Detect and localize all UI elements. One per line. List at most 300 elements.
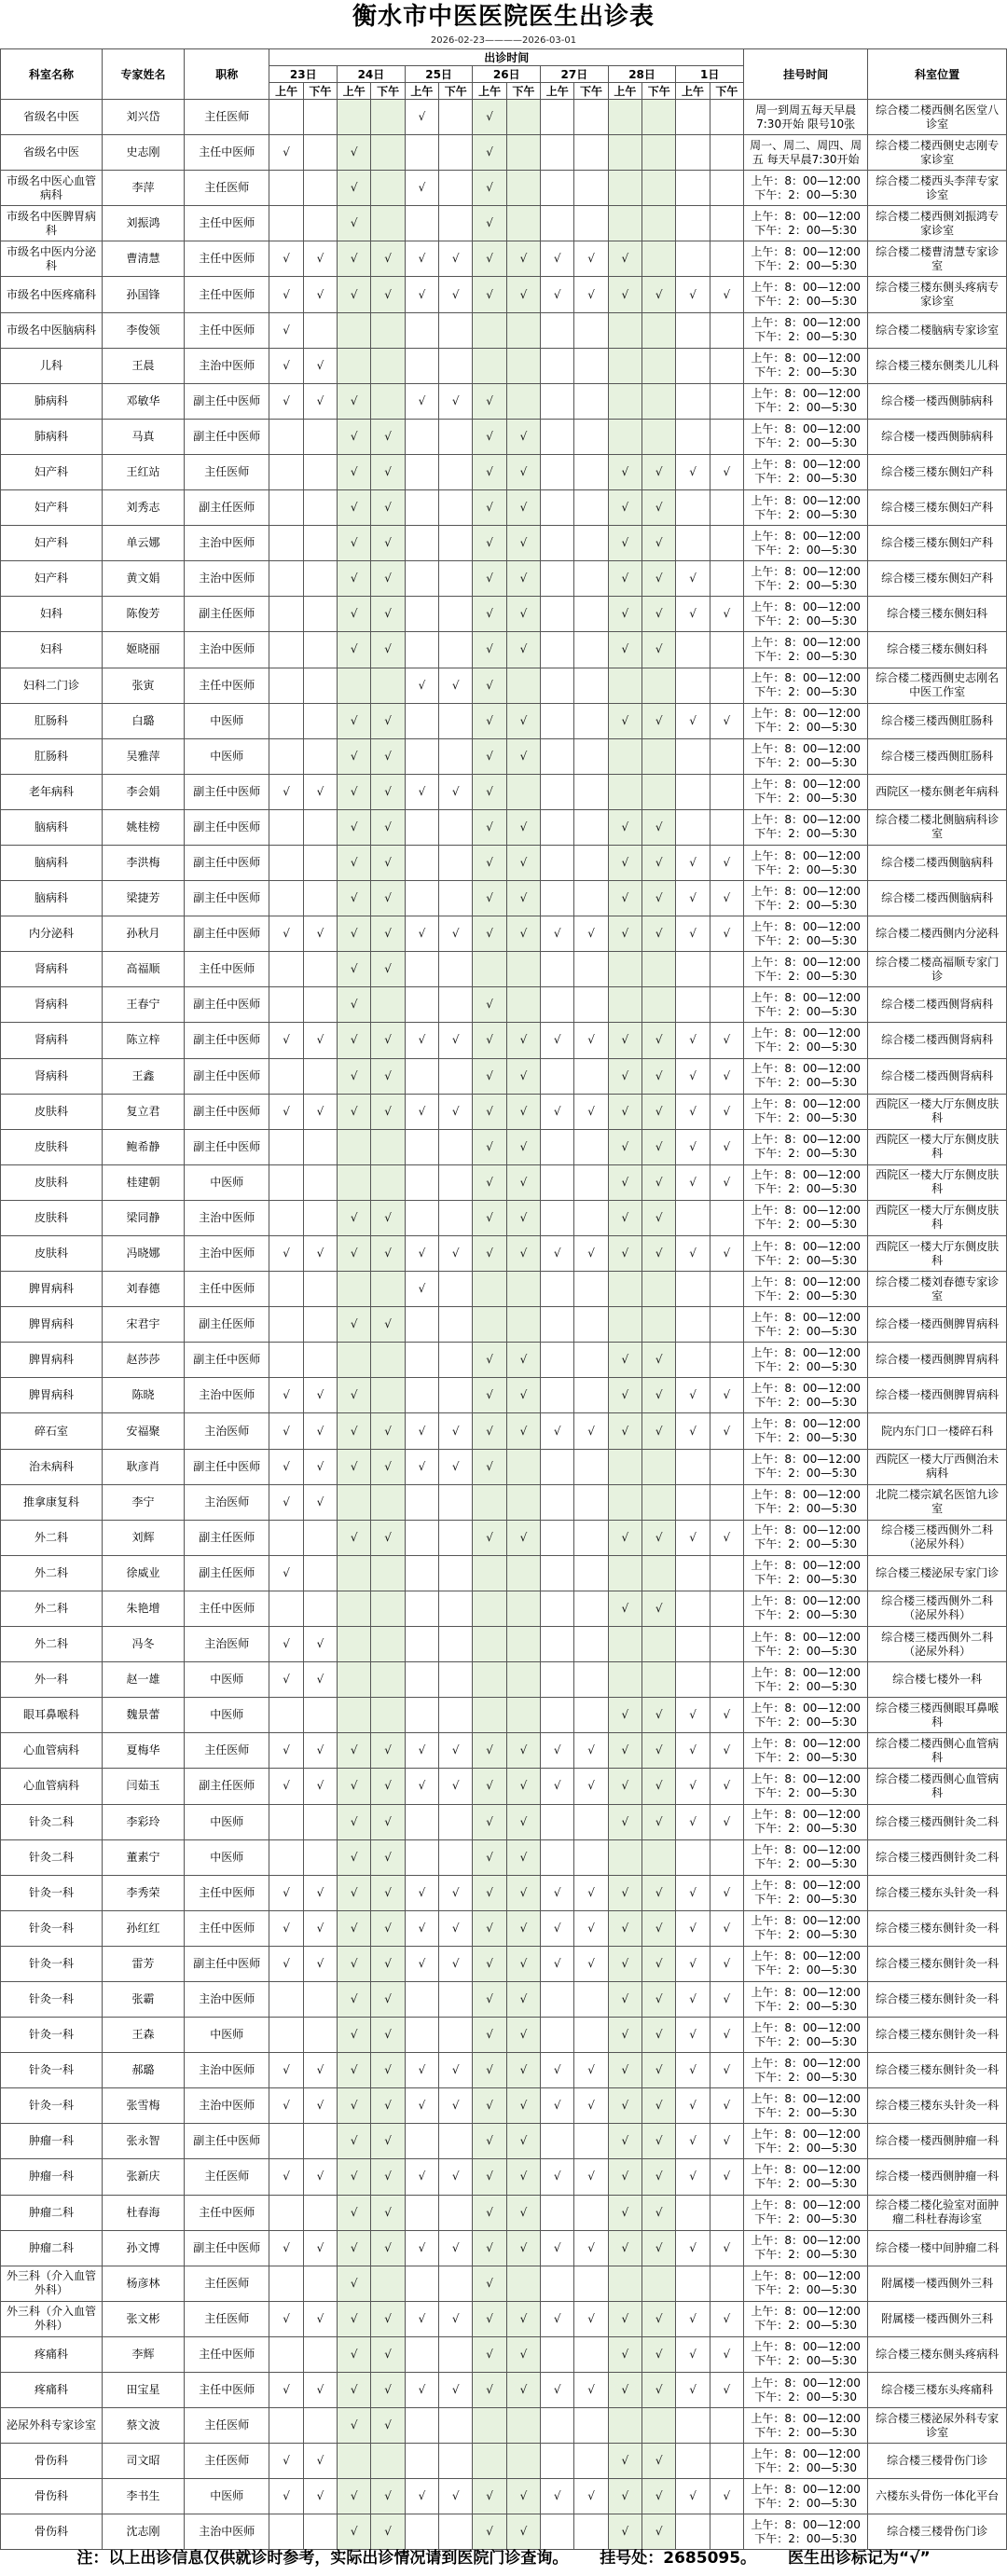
cell-register: 上午：8：00—12:00 下午：2：00—5:30 — [744, 1520, 868, 1555]
cell-slot — [405, 348, 438, 383]
cell-slot — [541, 383, 574, 419]
cell-slot — [676, 383, 710, 419]
cell-doctor: 孙秋月 — [102, 916, 184, 952]
cell-slot — [371, 171, 405, 206]
table-row — [1, 1981, 1007, 2017]
cell-location: 综合楼一楼西侧肿瘤一科 — [868, 2124, 1007, 2159]
cell-slot — [541, 1839, 574, 1875]
cell-slot: √ — [269, 241, 303, 277]
cell-slot — [710, 312, 743, 348]
cell-slot: √ — [439, 916, 473, 952]
cell-slot: √ — [269, 348, 303, 383]
cell-slot — [574, 1058, 608, 1094]
cell-slot: √ — [676, 1023, 710, 1058]
cell-slot: √ — [608, 1129, 641, 1164]
cell-slot — [439, 1307, 473, 1343]
cell-location: 综合楼二楼西头李萍专家诊室 — [868, 171, 1007, 206]
cell-location: 综合楼二楼西侧心血管病科 — [868, 1769, 1007, 1804]
cell-slot: √ — [676, 1378, 710, 1413]
cell-doctor: 陈立梓 — [102, 1023, 184, 1058]
cell-slot: √ — [676, 2124, 710, 2159]
cell-slot: √ — [303, 1023, 337, 1058]
cell-slot — [574, 1981, 608, 2017]
cell-slot: √ — [473, 2088, 506, 2124]
cell-location: 综合楼三楼西侧针灸二科 — [868, 1804, 1007, 1839]
table-row — [1, 2336, 1007, 2372]
cell-dept: 肺病科 — [1, 419, 103, 454]
cell-doctor: 复立君 — [102, 1094, 184, 1129]
cell-slot: √ — [710, 703, 743, 738]
cell-slot: √ — [676, 845, 710, 880]
footer-mark-note: 医生出诊标记为“√” — [787, 2549, 931, 2568]
cell-slot — [676, 774, 710, 809]
cell-slot: √ — [371, 916, 405, 952]
cell-slot — [371, 2266, 405, 2301]
cell-slot: √ — [338, 171, 371, 206]
cell-slot: √ — [405, 1413, 438, 1449]
cell-slot — [371, 1698, 405, 1733]
cell-slot: √ — [371, 1733, 405, 1769]
cell-slot — [405, 526, 438, 561]
cell-slot: √ — [676, 2018, 710, 2053]
cell-register: 上午：8：00—12:00 下午：2：00—5:30 — [744, 2479, 868, 2514]
cell-slot: √ — [676, 1804, 710, 1839]
cell-slot: √ — [642, 916, 676, 952]
cell-location: 综合楼二楼西侧刘振鸿专家诊室 — [868, 206, 1007, 241]
cell-slot: √ — [608, 2444, 641, 2479]
cell-slot — [608, 1272, 641, 1307]
header-doctor: 专家姓名 — [102, 49, 184, 100]
cell-doctor: 李俊领 — [102, 312, 184, 348]
cell-slot: √ — [710, 1981, 743, 2017]
cell-slot — [269, 206, 303, 241]
cell-slot: √ — [608, 881, 641, 916]
cell-title: 主任医师 — [185, 100, 269, 135]
cell-dept: 骨伤科 — [1, 2444, 103, 2479]
cell-title: 主任医师 — [185, 2159, 269, 2195]
cell-location: 综合楼三楼西侧外二科（泌尿外科） — [868, 1591, 1007, 1626]
cell-slot: √ — [541, 2301, 574, 2336]
cell-register: 上午：8：00—12:00 下午：2：00—5:30 — [744, 1804, 868, 1839]
cell-slot — [439, 1200, 473, 1235]
cell-slot: √ — [338, 1236, 371, 1272]
cell-dept: 脾胃病科 — [1, 1272, 103, 1307]
cell-slot: √ — [608, 1804, 641, 1839]
cell-slot — [371, 312, 405, 348]
cell-slot — [405, 2408, 438, 2444]
cell-slot — [405, 1307, 438, 1343]
cell-slot — [269, 1200, 303, 1235]
cell-title: 主任医师 — [185, 2266, 269, 2301]
cell-slot — [608, 1449, 641, 1484]
cell-slot: √ — [608, 1236, 641, 1272]
cell-slot — [269, 419, 303, 454]
cell-title: 副主任中医师 — [185, 1449, 269, 1484]
cell-slot — [676, 171, 710, 206]
cell-slot: √ — [642, 490, 676, 526]
cell-slot — [405, 881, 438, 916]
cell-slot: √ — [541, 277, 574, 312]
cell-slot: √ — [608, 1946, 641, 1981]
cell-register: 周一到周五每天早晨7:30开始 限号10张 — [744, 100, 868, 135]
cell-doctor: 李萍 — [102, 171, 184, 206]
cell-doctor: 冯冬 — [102, 1627, 184, 1662]
cell-slot: √ — [269, 1413, 303, 1449]
cell-slot: √ — [439, 1094, 473, 1129]
cell-slot — [473, 1627, 506, 1662]
cell-register: 上午：8：00—12:00 下午：2：00—5:30 — [744, 1662, 868, 1698]
cell-slot: √ — [506, 1343, 540, 1378]
cell-doctor: 魏景蕾 — [102, 1698, 184, 1733]
table-row — [1, 1627, 1007, 1662]
cell-slot: √ — [506, 881, 540, 916]
table-row — [1, 1839, 1007, 1875]
cell-doctor: 黄文娟 — [102, 561, 184, 597]
cell-slot: √ — [574, 1023, 608, 1058]
cell-title: 主任中医师 — [185, 2336, 269, 2372]
cell-title: 副主任医师 — [185, 597, 269, 632]
cell-slot: √ — [371, 241, 405, 277]
cell-location: 综合楼三楼西侧眼耳鼻喉科 — [868, 1698, 1007, 1733]
cell-slot — [676, 2444, 710, 2479]
cell-slot: √ — [506, 703, 540, 738]
cell-slot: √ — [338, 1769, 371, 1804]
cell-slot: √ — [608, 1200, 641, 1235]
cell-slot — [269, 1698, 303, 1733]
table-row — [1, 987, 1007, 1023]
cell-slot: √ — [338, 881, 371, 916]
cell-slot — [338, 668, 371, 703]
cell-register: 上午：8：00—12:00 下午：2：00—5:30 — [744, 632, 868, 668]
cell-slot: √ — [642, 1698, 676, 1733]
cell-slot — [405, 2124, 438, 2159]
cell-slot — [574, 703, 608, 738]
cell-title: 主任中医师 — [185, 1272, 269, 1307]
cell-location: 综合楼三楼泌尿专家门诊 — [868, 1555, 1007, 1591]
cell-slot — [439, 1129, 473, 1164]
cell-slot — [303, 845, 337, 880]
cell-slot — [439, 1555, 473, 1591]
cell-slot — [574, 1555, 608, 1591]
cell-slot: √ — [405, 1769, 438, 1804]
cell-slot — [269, 1839, 303, 1875]
cell-slot — [473, 1662, 506, 1698]
cell-dept: 外三科（介入血管外科） — [1, 2266, 103, 2301]
cell-doctor: 闫茹玉 — [102, 1769, 184, 1804]
cell-slot: √ — [608, 490, 641, 526]
cell-slot: √ — [371, 2018, 405, 2053]
cell-title: 副主任中医师 — [185, 809, 269, 845]
cell-slot — [676, 1839, 710, 1875]
cell-location: 综合楼一楼中间肿瘤二科 — [868, 2230, 1007, 2266]
cell-slot — [574, 490, 608, 526]
cell-location: 综合楼三楼西侧外二科（泌尿外科） — [868, 1520, 1007, 1555]
cell-slot: √ — [574, 1236, 608, 1272]
cell-title: 主任中医师 — [185, 668, 269, 703]
cell-slot — [303, 1591, 337, 1626]
cell-slot: √ — [506, 738, 540, 774]
cell-slot: √ — [303, 1733, 337, 1769]
cell-location: 综合楼三楼东侧针灸一科 — [868, 1981, 1007, 2017]
cell-dept: 肾病科 — [1, 1023, 103, 1058]
cell-slot: √ — [371, 2053, 405, 2088]
cell-slot — [574, 348, 608, 383]
cell-slot: √ — [473, 668, 506, 703]
cell-slot: √ — [608, 1413, 641, 1449]
cell-slot: √ — [574, 2159, 608, 2195]
cell-slot — [541, 1981, 574, 2017]
cell-register: 上午：8：00—12:00 下午：2：00—5:30 — [744, 2053, 868, 2088]
cell-slot: √ — [371, 2124, 405, 2159]
cell-slot — [676, 1591, 710, 1626]
cell-slot — [371, 383, 405, 419]
table-row — [1, 454, 1007, 489]
cell-doctor: 姬晓丽 — [102, 632, 184, 668]
cell-dept: 老年病科 — [1, 774, 103, 809]
table-row — [1, 597, 1007, 632]
cell-location: 综合楼三楼骨伤门诊 — [868, 2514, 1007, 2550]
cell-slot: √ — [710, 845, 743, 880]
cell-doctor: 史志刚 — [102, 135, 184, 171]
cell-slot — [710, 1591, 743, 1626]
cell-slot — [541, 2444, 574, 2479]
cell-slot: √ — [439, 2088, 473, 2124]
cell-slot: √ — [269, 383, 303, 419]
cell-slot: √ — [608, 1875, 641, 1910]
cell-slot: √ — [676, 597, 710, 632]
cell-slot: √ — [574, 1875, 608, 1910]
cell-slot — [405, 1839, 438, 1875]
cell-slot: √ — [405, 2053, 438, 2088]
cell-slot: √ — [506, 2088, 540, 2124]
cell-title: 中医师 — [185, 703, 269, 738]
cell-slot: √ — [608, 2018, 641, 2053]
cell-slot: √ — [676, 1946, 710, 1981]
cell-register: 上午：8：00—12:00 下午：2：00—5:30 — [744, 171, 868, 206]
cell-location: 综合楼七楼外一科 — [868, 1662, 1007, 1698]
cell-slot: √ — [473, 490, 506, 526]
cell-slot — [574, 383, 608, 419]
header-dept: 科室名称 — [1, 49, 103, 100]
cell-dept: 外二科 — [1, 1627, 103, 1662]
cell-register: 上午：8：00—12:00 下午：2：00—5:30 — [744, 1839, 868, 1875]
cell-slot: √ — [608, 2124, 641, 2159]
cell-title: 主治中医师 — [185, 1378, 269, 1413]
cell-slot — [574, 1164, 608, 1200]
cell-slot — [541, 135, 574, 171]
cell-slot — [269, 1058, 303, 1094]
cell-slot: √ — [574, 241, 608, 277]
cell-doctor: 高福顺 — [102, 952, 184, 987]
header-day: 23日 — [269, 66, 338, 83]
cell-slot — [269, 2266, 303, 2301]
cell-doctor: 王晨 — [102, 348, 184, 383]
cell-slot: √ — [405, 774, 438, 809]
cell-slot — [269, 100, 303, 135]
cell-doctor: 张新庆 — [102, 2159, 184, 2195]
cell-slot: √ — [642, 1129, 676, 1164]
cell-register: 上午：8：00—12:00 下午：2：00—5:30 — [744, 490, 868, 526]
cell-location: 北院二楼宗斌名医馆九诊室 — [868, 1484, 1007, 1520]
cell-slot — [439, 809, 473, 845]
cell-slot: √ — [506, 1733, 540, 1769]
cell-slot — [608, 383, 641, 419]
table-row — [1, 1769, 1007, 1804]
cell-slot — [303, 2018, 337, 2053]
cell-doctor: 李秀荣 — [102, 1875, 184, 1910]
cell-slot: √ — [642, 277, 676, 312]
cell-slot: √ — [608, 1094, 641, 1129]
cell-slot — [371, 1343, 405, 1378]
cell-slot — [676, 1662, 710, 1698]
cell-slot: √ — [608, 2195, 641, 2230]
cell-slot: √ — [608, 1591, 641, 1626]
cell-location: 综合楼二楼西侧史志刚名中医工作室 — [868, 668, 1007, 703]
cell-dept: 儿科 — [1, 348, 103, 383]
cell-doctor: 桂建朝 — [102, 1164, 184, 1200]
header-pm: 下午 — [506, 83, 540, 100]
cell-location: 综合楼三楼东头针灸一科 — [868, 1875, 1007, 1910]
cell-title: 主治中医师 — [185, 2514, 269, 2550]
cell-slot — [574, 738, 608, 774]
cell-location: 综合楼三楼西侧外二科（泌尿外科） — [868, 1627, 1007, 1662]
cell-slot: √ — [710, 2088, 743, 2124]
cell-dept: 针灸一科 — [1, 2018, 103, 2053]
table-row — [1, 2408, 1007, 2444]
cell-location: 综合楼一楼西侧肺病科 — [868, 419, 1007, 454]
cell-slot: √ — [269, 1449, 303, 1484]
cell-slot — [439, 348, 473, 383]
cell-slot: √ — [439, 1023, 473, 1058]
cell-slot: √ — [676, 1981, 710, 2017]
cell-dept: 针灸二科 — [1, 1804, 103, 1839]
table-row — [1, 1023, 1007, 1058]
cell-location: 综合楼二楼西侧内分泌科 — [868, 916, 1007, 952]
cell-slot — [676, 1627, 710, 1662]
cell-slot: √ — [405, 1236, 438, 1272]
cell-doctor: 张文彬 — [102, 2301, 184, 2336]
cell-slot: √ — [371, 1839, 405, 1875]
cell-doctor: 孙国锋 — [102, 277, 184, 312]
cell-title: 中医师 — [185, 738, 269, 774]
cell-slot: √ — [642, 2088, 676, 2124]
cell-register: 上午：8：00—12:00 下午：2：00—5:30 — [744, 2444, 868, 2479]
cell-slot: √ — [642, 2018, 676, 2053]
cell-slot — [405, 1627, 438, 1662]
cell-slot — [269, 809, 303, 845]
cell-slot — [439, 561, 473, 597]
table-row — [1, 526, 1007, 561]
cell-slot — [710, 1200, 743, 1235]
cell-slot: √ — [506, 490, 540, 526]
cell-slot: √ — [371, 632, 405, 668]
cell-slot — [269, 2408, 303, 2444]
cell-slot — [405, 2266, 438, 2301]
cell-slot — [405, 1484, 438, 1520]
cell-register: 上午：8：00—12:00 下午：2：00—5:30 — [744, 312, 868, 348]
cell-doctor: 王红站 — [102, 454, 184, 489]
cell-slot — [676, 668, 710, 703]
cell-location: 综合楼二楼西侧肾病科 — [868, 987, 1007, 1023]
cell-slot — [574, 2266, 608, 2301]
cell-slot — [710, 738, 743, 774]
cell-location: 综合楼二楼高福顺专家门诊 — [868, 952, 1007, 987]
cell-dept: 肛肠科 — [1, 738, 103, 774]
cell-slot: √ — [574, 1733, 608, 1769]
cell-slot — [642, 1484, 676, 1520]
cell-slot: √ — [473, 2479, 506, 2514]
cell-slot — [303, 1272, 337, 1307]
cell-slot — [303, 1129, 337, 1164]
cell-slot: √ — [608, 2514, 641, 2550]
cell-title: 副主任中医师 — [185, 419, 269, 454]
cell-location: 综合楼一楼西侧肺病科 — [868, 383, 1007, 419]
cell-slot: √ — [303, 2479, 337, 2514]
cell-slot — [608, 2266, 641, 2301]
cell-slot — [710, 100, 743, 135]
cell-slot: √ — [506, 1378, 540, 1413]
cell-slot: √ — [371, 1023, 405, 1058]
cell-slot: √ — [473, 2266, 506, 2301]
cell-slot — [541, 1343, 574, 1378]
table-row — [1, 952, 1007, 987]
cell-slot — [269, 2018, 303, 2053]
cell-slot — [405, 2018, 438, 2053]
cell-slot: √ — [608, 1343, 641, 1378]
cell-slot — [541, 526, 574, 561]
cell-slot — [338, 1343, 371, 1378]
cell-slot: √ — [506, 2018, 540, 2053]
cell-register: 上午：8：00—12:00 下午：2：00—5:30 — [744, 2230, 868, 2266]
cell-slot: √ — [710, 1804, 743, 1839]
cell-slot — [439, 597, 473, 632]
cell-slot: √ — [642, 2444, 676, 2479]
table-row — [1, 348, 1007, 383]
cell-slot: √ — [608, 1378, 641, 1413]
cell-slot: √ — [710, 1733, 743, 1769]
cell-slot — [608, 738, 641, 774]
cell-slot: √ — [269, 1484, 303, 1520]
cell-slot — [608, 987, 641, 1023]
cell-location: 综合楼二楼曹清慧专家诊室 — [868, 241, 1007, 277]
cell-dept: 妇产科 — [1, 526, 103, 561]
cell-doctor: 张霸 — [102, 1981, 184, 2017]
cell-title: 中医师 — [185, 1164, 269, 1200]
cell-slot — [371, 987, 405, 1023]
date-range: 2026-02-23————2026-03-01 — [430, 35, 577, 46]
cell-slot: √ — [541, 2479, 574, 2514]
cell-slot: √ — [506, 2159, 540, 2195]
cell-slot — [574, 171, 608, 206]
cell-slot: √ — [574, 2301, 608, 2336]
cell-slot — [642, 419, 676, 454]
cell-slot: √ — [473, 383, 506, 419]
cell-slot: √ — [371, 2088, 405, 2124]
cell-slot — [303, 2336, 337, 2372]
cell-slot: √ — [473, 1343, 506, 1378]
cell-slot — [642, 1839, 676, 1875]
cell-slot — [371, 1627, 405, 1662]
cell-slot: √ — [338, 632, 371, 668]
cell-slot — [506, 668, 540, 703]
cell-slot: √ — [676, 2479, 710, 2514]
cell-slot — [574, 1520, 608, 1555]
cell-slot: √ — [338, 1023, 371, 1058]
cell-slot — [338, 1272, 371, 1307]
cell-slot: √ — [710, 597, 743, 632]
cell-slot: √ — [541, 2053, 574, 2088]
cell-slot — [574, 632, 608, 668]
